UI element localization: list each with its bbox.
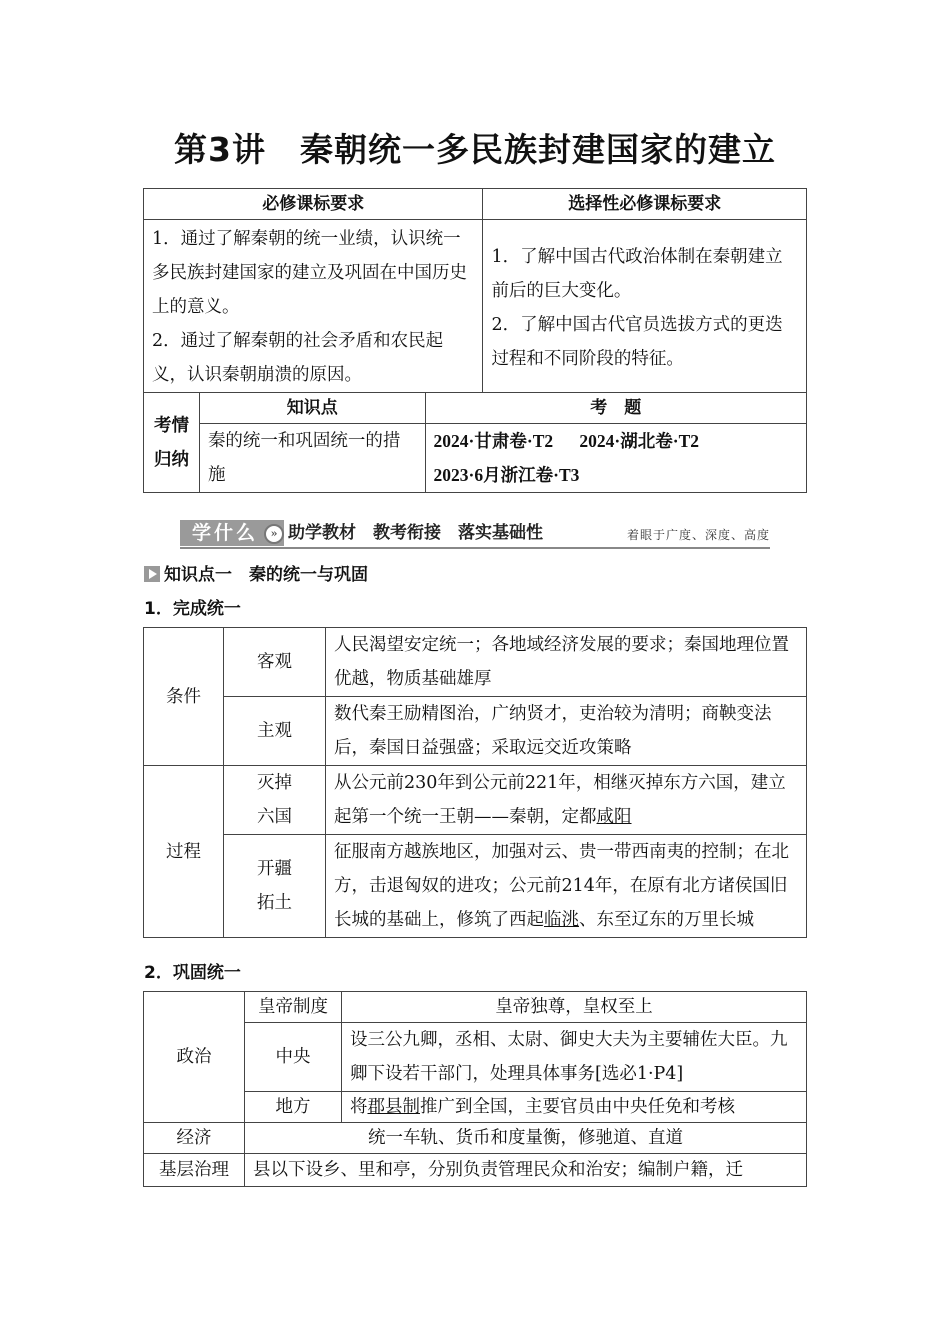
knowledge-heading: 知识点一 秦的统一与巩固: [144, 560, 368, 585]
banner-rule: [180, 547, 770, 549]
banner-slogan: 助学教材 教考衔接 落实基础性: [288, 523, 543, 543]
economy-text: 统一车轨、货币和度量衡，修驰道、直道: [245, 1123, 807, 1154]
row-text: 征服南方越族地区，加强对云、贵一带西南夷的控制；在北方，击退匈奴的进攻；公元前214年，在原有北方诸侯国旧长城的基础上，修筑了西起临洮、东至辽东的万里长城: [326, 835, 807, 938]
required-content: 1．通过了解秦朝的统一业绩，认识统一多民族封建国家的建立及巩固在中国历史上的意义。 2．通过了解秦朝的社会矛盾和农民起义，认识秦朝崩溃的原因。: [144, 220, 483, 393]
page-title: 第3讲 秦朝统一多民族封建国家的建立: [174, 130, 776, 169]
exam-point: 秦的统一和巩固统一的措施: [199, 424, 425, 493]
grassroots-text: 县以下设乡、里和亭，分别负责管理民众和治安；编制户籍，迁: [245, 1154, 807, 1187]
row-text: 数代秦王励精图治，广纳贤才，吏治较为清明；商鞅变法后，秦国日益强盛；采取远交近攻策略: [326, 697, 807, 766]
row-text: 人民渴望安定统一；各地域经济发展的要求；秦国地理位置优越，物质基础雄厚: [326, 628, 807, 697]
economy-label: 经济: [144, 1123, 245, 1154]
politics-label: 政治: [144, 992, 245, 1123]
banner-tag: 学什么: [180, 520, 284, 546]
requirements-table: [143, 188, 807, 493]
exam-point-header: 知识点: [199, 393, 425, 424]
exam-question-header: 考 题: [425, 393, 806, 424]
row-label: 主观: [224, 697, 326, 766]
elective-content: 1．了解中国古代政治体制在秦朝建立前后的巨大变化。 2．了解中国古代官员选拔方式的更迭过程和不同阶段的特征。: [483, 220, 807, 393]
row-label: 中央: [245, 1023, 342, 1092]
row-text: 将郡县制推广到全国，主要官员由中央任免和考核: [342, 1092, 807, 1123]
grassroots-label: 基层治理: [144, 1154, 245, 1187]
row-text: 从公元前230年到公元前221年，相继灭掉东方六国，建立起第一个统一王朝——秦朝，定都咸阳: [326, 766, 807, 835]
exam-items: 2024·甘肃卷·T2 2024·湖北卷·T2 2023·6月浙江卷·T3: [425, 424, 806, 493]
row-label: 皇帝制度: [245, 992, 342, 1023]
elective-header: 选择性必修课标要求: [483, 189, 807, 220]
row-text: 皇帝独尊，皇权至上: [342, 992, 807, 1023]
consolidate-table: [143, 991, 807, 1187]
row-label: 开疆拓土: [224, 835, 326, 938]
row-text: 设三公九卿，丞相、太尉、御史大夫为主要辅佐大臣。九卿下设若干部门，处理具体事务[选必1·P4]: [342, 1023, 807, 1092]
exam-label: 考情归纳: [144, 393, 200, 493]
row-label: 地方: [245, 1092, 342, 1123]
required-header: 必修课标要求: [144, 189, 483, 220]
subsection-2: 2．巩固统一: [144, 963, 241, 983]
row-label: 灭掉六国: [224, 766, 326, 835]
group-label-process: 过程: [144, 766, 224, 938]
play-triangle-icon: [144, 566, 160, 582]
banner-subtitle: 着眼于广度、深度、高度: [626, 528, 770, 542]
subsection-1: 1．完成统一: [144, 599, 241, 619]
row-label: 客观: [224, 628, 326, 697]
section-banner: [180, 518, 770, 548]
group-label-conditions: 条件: [144, 628, 224, 766]
unify-table: [143, 627, 807, 938]
arrow-circle-icon: »: [264, 524, 284, 544]
